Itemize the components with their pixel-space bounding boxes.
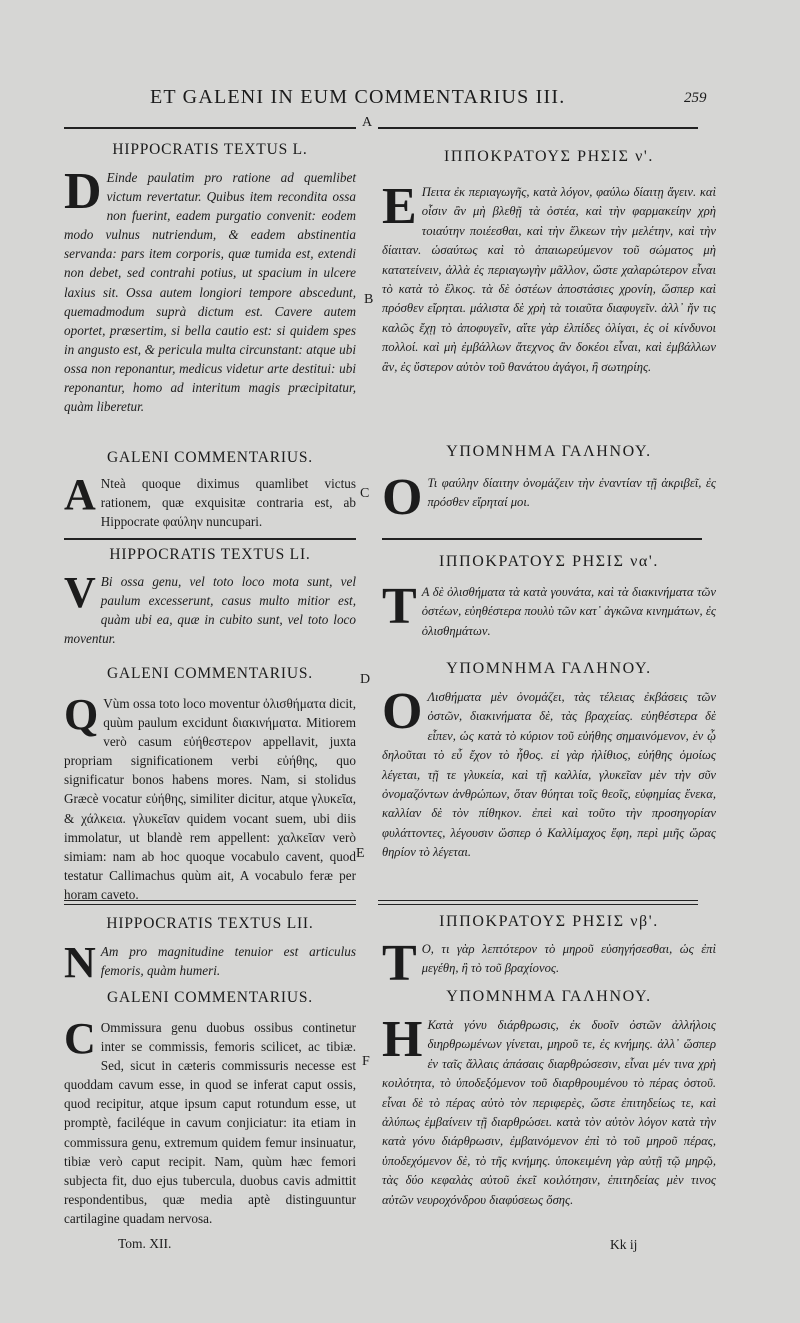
- right-heading-rhesis-nb: ΙΠΠΟΚΡΑΤΟΥΣ ΡΗΣΙΣ νβ'.: [439, 913, 659, 930]
- volume-signature: Tom. XII.: [118, 1236, 172, 1251]
- left-galeni-2-body: Vùm ossa toto loco moventur ὀλισθήματα dicit, quùm paulum excidunt διακινήματα. Mitiorem verò casum εὐήθεστερον appellavit, juxta propriam significationem verbi εὐήθης, quo significatur bonos habens mores. Nam, si stolidus Græcè vocatur εὐήθης, similiter dicitur, atque γλυκεῖα, & χάλκεια. γλυκεῖαν quidem vocant suem, ubi diis immolatur, ut blandè rem appellent: χαλκεῖαν verò simiam: nam ab hoc quoque vocabulo cavent, quod testatur Callimachus quùm ait, A vocabulo feræ per horam caveto.: [64, 696, 356, 902]
- right-text-rhesis-na: [382, 578, 716, 641]
- left-galeni-3-body: Ommissura genu duobus ossibus continetur inter se commissis, femoris scilicet, ac tibiæ. Sed, sicut in cæteris commissuris necesse est quoddam cavum esse, in quod se inferat caput ossis, quod recipitur, atque ipsum caput rotundum esse, ut promptè, faciléque in cavum conjiciatur: ita etiam in commissura genu, extremum quidem femur insinuatur, tibiæ verò caput recipit. Nam, quùm hæc femori subjecta fit, duo ejus tubercula, duobus cavis admittit respondentibus, quæ media aptè distinguuntur cartilagine quadam nervosa.: [64, 1020, 356, 1226]
- right-heading-hypomnema-2: ΥΠΟΜΝΗΜΑ ΓΑΛΗΝΟΥ.: [446, 660, 652, 677]
- margin-letter-c: C: [360, 486, 370, 501]
- dropcap-h: H: [382, 1011, 423, 1068]
- dropcap-o-1: O: [382, 469, 423, 526]
- right-heading-hypomnema-3: ΥΠΟΜΝΗΜΑ ΓΑΛΗΝΟΥ.: [446, 988, 652, 1005]
- dropcap-n: N: [64, 938, 96, 987]
- left-heading-galeni-3: GALENI COMMENTARIUS.: [107, 989, 313, 1006]
- margin-letter-f: F: [362, 1054, 370, 1069]
- dropcap-o-2: O: [382, 683, 423, 740]
- dropcap-t-1: T: [382, 578, 417, 635]
- left-heading-galeni-2: GALENI COMMENTARIUS.: [107, 665, 313, 682]
- dropcap-c: C: [64, 1014, 96, 1063]
- dropcap-v: V: [64, 568, 96, 617]
- dropcap-t-2: T: [382, 935, 417, 992]
- dropcap-e: E: [382, 178, 417, 235]
- left-textus-l-body: Einde paulatim pro ratione ad quemlibet victum revertatur. Quibus item recondita ossa non fuerint, eadem purgatio convenit: eodem modo vulnus nutriendum, & eadem abstinentia servanda: pars item corporis, quæ tumida est, extendi non debet, sed contrahi potius, ut spacium in ulcere laxius sit. Ossa autem longiori tempore abscedunt, quemadmodum suprà dictum est. Cavere autem oportet, præsertim, si bella cautio est: si quidem spes in angusto est, & pericula multa circunstant: atque ubi ossa non reponantur, medicus videtur arte destitui: ubi reponantur, homo ad interitum magis præcipitatur, quàm liberetur.: [64, 170, 356, 415]
- page-number: 259: [684, 90, 707, 106]
- right-text-hypomnema-1: [382, 469, 716, 526]
- left-text-textus-li: [64, 568, 356, 648]
- right-hypomnema-1-body: Τι φαύλην δίαιτην ὀνομάζειν τὴν ἐναντίαν τῇ ἀκριβεῖ, ἐς πρόσθεν εἴρηταί μοι.: [427, 476, 716, 510]
- left-textus-lii-body: Am pro magnitudine tenuior est articulus femoris, quàm humeri.: [100, 944, 356, 979]
- right-heading-rhesis-na: ΙΠΠΟΚΡΑΤΟΥΣ ΡΗΣΙΣ να'.: [438, 553, 659, 570]
- left-heading-galeni-1: GALENI COMMENTARIUS.: [107, 449, 313, 466]
- dropcap-d: D: [64, 163, 102, 220]
- right-rule-2: [378, 900, 698, 905]
- margin-letter-e: E: [356, 846, 365, 861]
- left-rule-1: [64, 538, 356, 540]
- left-heading-textus-lii: HIPPOCRATIS TEXTUS LII.: [106, 915, 314, 932]
- left-text-textus-l: [64, 163, 356, 416]
- left-galeni-1-body: Nteà quoque diximus quamlibet victus rationem, quæ exquisitæ contraria est, ab Hippocrate φαύλην nuncupari.: [100, 476, 356, 530]
- right-text-rhesis-n: [382, 178, 716, 377]
- right-rhesis-n-body: Πειτα ἐκ περιαγωγῆς, κατὰ λόγον, φαύλω δίαιτῃ ἄγειν. καὶ οἷσιν ἂν μὴ βλεθῇ τὰ ὀστέα, καὶ τὴν φαρμακείην χρὴ τοιαύτην ποιέεσθαι, καὶ τὴν ἕλκεων τὴν μελέτην, καὶ τὴν δίαιταν. ὡσαύτως καὶ τὸ ἀπαιωρεύμενον τοῦ σώματος μὴ κατατείνειν, ἀλλὰ ἐς περιαγωγὴν μᾶλλον, ὥστε χαλαρώτερον εἶναι τὸ κατὰ τὸ ἕλκος. τὰ δὲ ὀστέων ἀποστάσιες χρονίη, ὥσπερ καὶ πρόσθεν εἴρηται. μάλιστα δὲ χρὴ τὰ τοιαῦτα διαφυγεῖν. ἀλλ᾽ ἤν τις καλῶς ἔχῃ τὸ ἀποφυγεῖν, αἵτε γὰρ ἐλπίδες ὀλίγαι, ἐς οἱ κίνδυνοι πολλοί. καὶ μὴ ἐμβάλλων ἄτεχνος ἂν δοκέοι εἶναι, καὶ ἐμβάλλων ἂν, ἐς ὕστερον αὐτὸν τοῦ θανάτου ἀγάγοι, ἢ σωτηρίης.: [382, 185, 716, 374]
- right-heading-hypomnema-1: ΥΠΟΜΝΗΜΑ ΓΑΛΗΝΟΥ.: [446, 443, 652, 460]
- right-rule-1: [382, 538, 702, 540]
- right-hypomnema-2-body: Λισθήματα μὲν ὀνομάζει, τὰς τέλειας ἐκβάσεις τῶν ὀστῶν, διακινήματα δὲ, τὰς βραχείας. εὐηθέστερα δὲ εἶπεν, ὡς κατὰ τὸ κύριον τοῦ εὐήθης σημαινόμενον, ἐν ᾧ δηλοῦται τὸ εὖ ἔχον τὸ ἦθος. εἰ γὰρ ἠλίθιος, εὐήθης ὁμοίως λέγεται, τῇ τε γλυκεία, καὶ τῇ καλλία, γλυκεῖαν μὲν τὴν σῦν ὀνομαζόντων ἀνθρώπων, ὅταν θύηται τοῖς θεοῖς, εὐφημίας ἕνεκα, καλλίαν δὲ τὸν πίθηκον. ἐπεὶ καὶ τοῦτο τὴν προσηγορίαν φυλάττοντες, λέγουσιν ὥσπερ ὁ Καλλίμαχος ἔφη, περὶ μιῆς ὥρας θηρίον τὸ λέγεται.: [382, 690, 716, 860]
- signature-mark: Kk ij: [610, 1237, 638, 1252]
- left-heading-textus-l: HIPPOCRATIS TEXTUS L.: [112, 141, 308, 158]
- left-text-galeni-3: [64, 1014, 356, 1228]
- right-text-hypomnema-2: [382, 683, 716, 863]
- left-text-galeni-2: [64, 690, 356, 904]
- right-rhesis-na-body: Α δὲ ὀλισθήματα τὰ κατὰ γουνάτα, καὶ τὰ διακινήματα τῶν ὀστέων, εὐηθέστερα πουλὺ τῶν κατ᾽ ἀγκῶνα κινημάτων, ἐς ὀλισθημάτων.: [421, 585, 716, 638]
- left-heading-textus-li: HIPPOCRATIS TEXTUS LI.: [109, 546, 311, 563]
- dropcap-q: Q: [64, 690, 99, 739]
- right-text-rhesis-nb: [382, 935, 716, 992]
- left-textus-li-body: Bi ossa genu, vel toto loco mota sunt, vel paulum excesserunt, casus multo mitior est, quàm ubi ea, quæ in cubito sunt, vel toto loco moventur.: [64, 574, 356, 647]
- left-text-textus-lii: [64, 938, 356, 987]
- left-text-galeni-1: [64, 470, 356, 531]
- top-rule-right: [378, 127, 698, 129]
- right-rhesis-nb-body: Ο, τι γὰρ λεπτότερον τὸ μηροῦ εὐσηγήσεσθαι, ὡς ἐπὶ μεγέθη, ἢ τὸ τοῦ βραχίονος.: [421, 942, 716, 976]
- right-hypomnema-3-body: Κατὰ γόνυ διάρθρωσις, ἐκ δυοῖν ὀστῶν ἀλλήλοις διηρθρωμένων γίνεται, μηροῦ τε, ἐς κνήμης. ἀλλ᾽ ὥσπερ ἐν ταῖς ἄλλαις ἁπάσαις διαρθρώσεσιν, εἶναι μέν τινα χρὴ κοιλότητα, τὸ ὑποδεξόμενον τοῦ διαρθρουμένου τὸ πέρας ὀστοῦ. εἶναι δὲ τὸ πέρας αὐτὸ τὸν περιφερὲς, ὥστε ἐπιτηδείως τε, καὶ ἀλύπως ἐμβαίνειν τῇ διαρθρώσει. κατὰ τὸν αὐτὸν λόγον κατὰ τὴν κατὰ γόνυ διάρθρωσιν, ἐμβαινόμενον ἐπὶ τὸ τοῦ μηροῦ πέρας, ὑποδεχόμενον δὲ, τὸ τῆς κνήμης. ὑποκειμένη γὰρ αὐτῇ τῷ μηρῷ, τὰς δύο κεφαλὰς αὐτοῦ ἐκεῖ κοιλότησιν, ἐπιτηδείας μὲν τινος αὐτῶν νευροχόνδρου διαφύσεως ὅσης.: [382, 1018, 716, 1207]
- dropcap-a: A: [64, 470, 96, 519]
- margin-letter-b: B: [364, 292, 374, 307]
- margin-letter-d: D: [360, 672, 371, 687]
- margin-letter-a: A: [362, 115, 373, 130]
- left-rule-2: [64, 900, 356, 905]
- top-rule-left: [64, 127, 356, 129]
- running-head: ET GALENI IN EUM COMMENTARIUS III.: [150, 86, 566, 108]
- right-text-hypomnema-3: [382, 1011, 716, 1210]
- right-heading-rhesis-n: ΙΠΠΟΚΡΑΤΟΥΣ ΡΗΣΙΣ ν'.: [443, 148, 655, 165]
